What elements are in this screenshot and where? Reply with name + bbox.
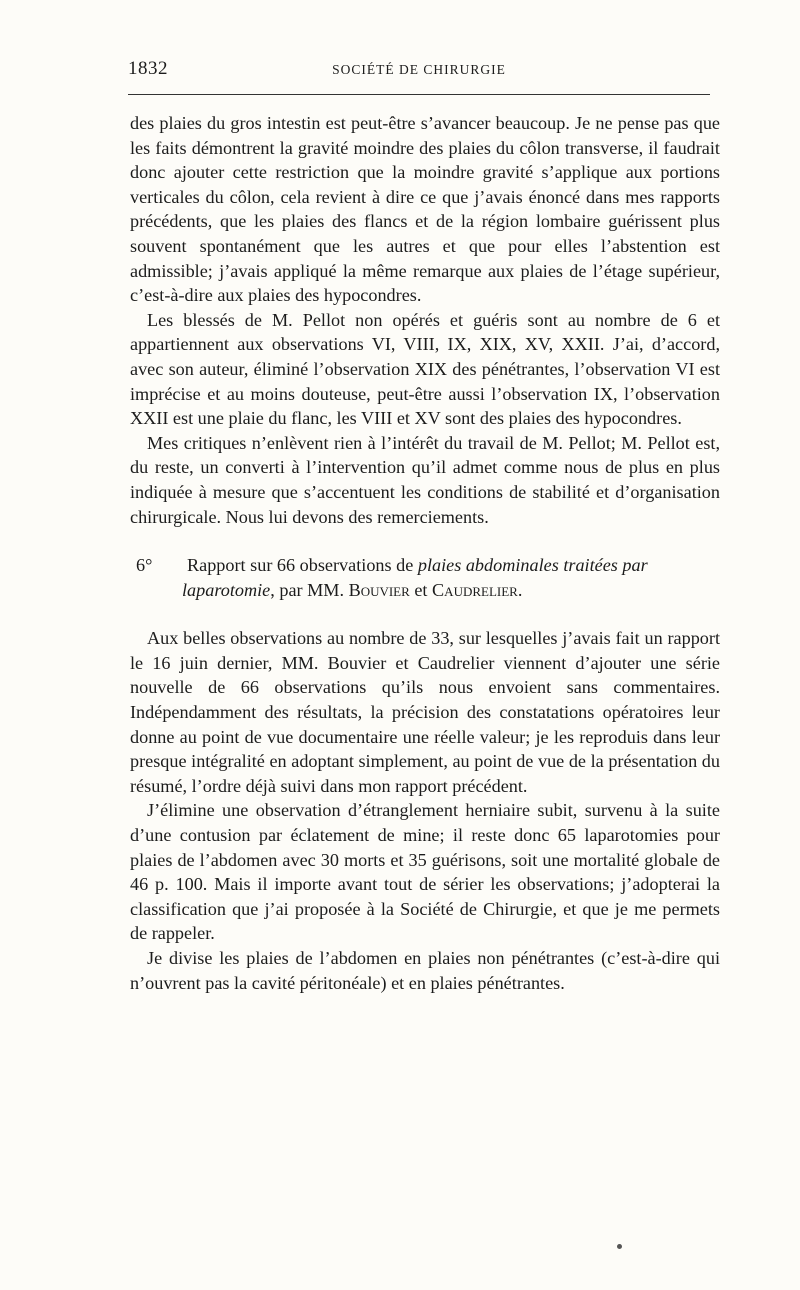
header-rule <box>128 94 710 95</box>
page-number: 1832 <box>128 58 168 79</box>
body-text <box>130 111 720 995</box>
section-heading-text: . <box>517 579 523 600</box>
section-heading <box>130 553 720 602</box>
paragraph: des plaies du gros intestin est peut-être s’avancer beaucoup. Je ne pense pas que les faits démontrent la gravité moindre des plaies du côlon transverse, il faudrait donc ajouter cette restriction que la moindre gravité s’applique aux portions verticales du côlon, cela revient à dire ce que j’avais énoncé dans mes rapports précédents, que les plaies des flancs et de la région lombaire guérissent plus souvent spontanément que les autres et que pour elles l’abstention est admissible; j’avais appliqué la même remarque aux plaies de l’étage supérieur, c’est-à-dire aux plaies des hypocondres. <box>130 113 720 306</box>
section-heading-text: et <box>409 579 433 600</box>
author-name: Caudrelier <box>432 579 518 600</box>
section-number: 6° <box>136 555 153 576</box>
section-heading-italic-title: plaies abdominales traitées par laparotomie <box>182 555 648 600</box>
paragraph: Aux belles observations au nombre de 33, sur lesquelles j’avais fait un rapport le 16 juin dernier, MM. Bouvier et Caudrelier viennent d’ajouter une série nouvelle de 66 observations qu’ils nous envoient sans commentaires. Indépendamment des résultats, la précision des constatations opératoires leur donne au point de vue documentaire une réelle valeur; je les reproduis dans leur presque intégralité en adoptant simplement, au point de vue de la présentation du résumé, l’ordre déjà suivi dans mon rapport précédent. <box>130 628 720 796</box>
running-title: SOCIÉTÉ DE CHIRURGIE <box>332 62 506 77</box>
ink-speck <box>617 1244 622 1249</box>
paragraph: Mes critiques n’enlèvent rien à l’intérêt du travail de M. Pellot; M. Pellot est, du reste, un converti à l’intervention qu’il admet comme nous de plus en plus indiquée à mesure que s’accentuent les conditions de stabilité et d’organisation chirurgicale. Nous lui devons des remerciements. <box>130 432 720 527</box>
section-heading-text: , par MM. <box>270 579 349 600</box>
author-name: Bouvier <box>348 579 410 600</box>
paragraph: Les blessés de M. Pellot non opérés et guéris sont au nombre de 6 et appartiennent aux observations VI, VIII, IX, XIX, XV, XXII. J’ai, d’accord, avec son auteur, éliminé l’observation XIX des pénétrantes, l’observation VI est imprécise et au moins douteuse, peut-être aussi l’observation IX, l’observation XXII est une plaie du flanc, les VIII et XV sont des plaies des hypocondres. <box>130 309 720 429</box>
paragraph: J’élimine une observation d’étranglement herniaire subit, survenu à la suite d’une contusion par éclatement de mine; il reste donc 65 laparotomies pour plaies de l’abdomen avec 30 morts et 35 guérisons, soit une mortalité globale de 46 p. 100. Mais il importe avant tout de sérier les observations; j’adopterai la classification que j’ai proposée à la Société de Chirurgie, et que je me permets de rappeler. <box>130 800 720 944</box>
page-header <box>128 58 710 82</box>
section-heading-text: Rapport sur 66 observations de <box>187 555 418 576</box>
paragraph: Je divise les plaies de l’abdomen en plaies non pénétrantes (c’est-à-dire qui n’ouvrent pas la cavité péritonéale) et en plaies pénétrantes. <box>130 948 720 993</box>
